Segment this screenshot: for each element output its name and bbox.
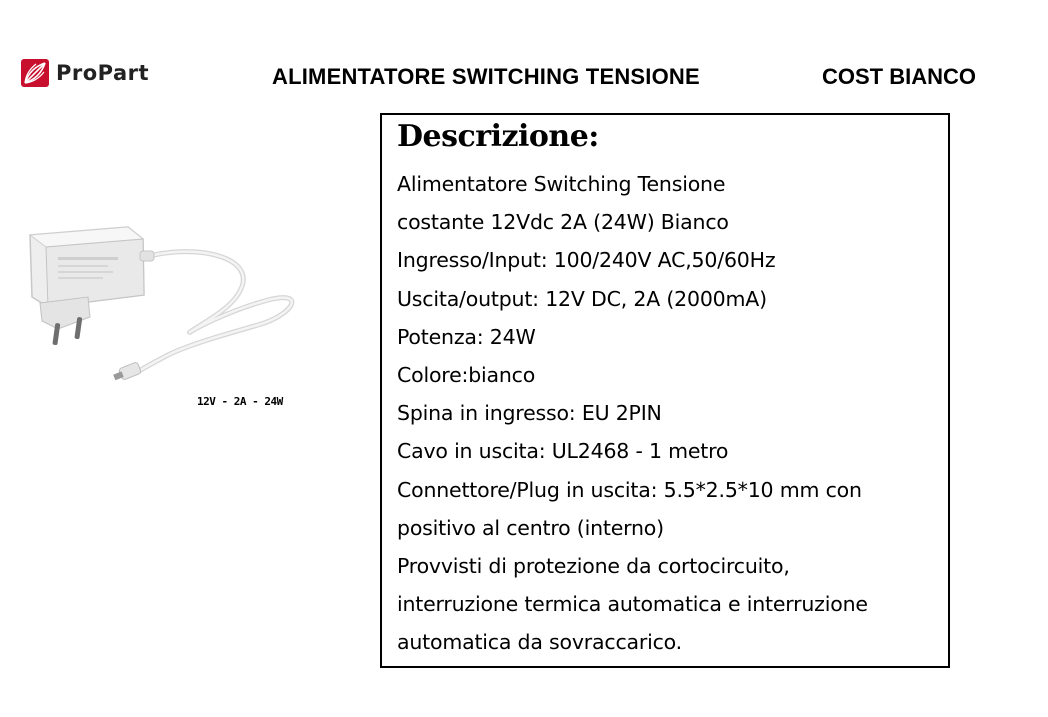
description-line: positivo al centro (interno) bbox=[397, 515, 664, 540]
description-heading: Descrizione: bbox=[397, 119, 599, 154]
description-line: Ingresso/Input: 100/240V AC,50/60Hz bbox=[397, 248, 776, 273]
description-line: Provvisti di protezione da cortocircuito, bbox=[397, 554, 790, 579]
page-title: ALIMENTATORE SWITCHING TENSIONE bbox=[272, 64, 700, 89]
description-line: costante 12Vdc 2A (24W) Bianco bbox=[397, 210, 729, 235]
description-line: Uscita/output: 12V DC, 2A (2000mA) bbox=[397, 286, 767, 311]
power-adapter-image bbox=[18, 205, 318, 415]
product-rating-caption: 12V - 2A - 24W bbox=[197, 395, 283, 408]
propart-fan-logo-icon bbox=[20, 58, 50, 88]
description-box bbox=[380, 113, 950, 668]
description-line: Connettore/Plug in uscita: 5.5*2.5*10 mm con bbox=[397, 477, 862, 502]
page-title-suffix: COST BIANCO bbox=[822, 64, 976, 89]
brand-name: ProPart bbox=[56, 61, 150, 85]
description-lines bbox=[397, 165, 868, 662]
description-line: Cavo in uscita: UL2468 - 1 metro bbox=[397, 439, 729, 464]
brand-logo bbox=[20, 58, 149, 88]
description-line: Colore:bianco bbox=[397, 363, 536, 388]
description-line: automatica da sovraccarico. bbox=[397, 630, 682, 655]
description-line: Potenza: 24W bbox=[397, 324, 536, 349]
description-line: Spina in ingresso: EU 2PIN bbox=[397, 401, 662, 426]
description-line: interruzione termica automatica e interruzione bbox=[397, 592, 868, 617]
description-line: Alimentatore Switching Tensione bbox=[397, 172, 726, 196]
